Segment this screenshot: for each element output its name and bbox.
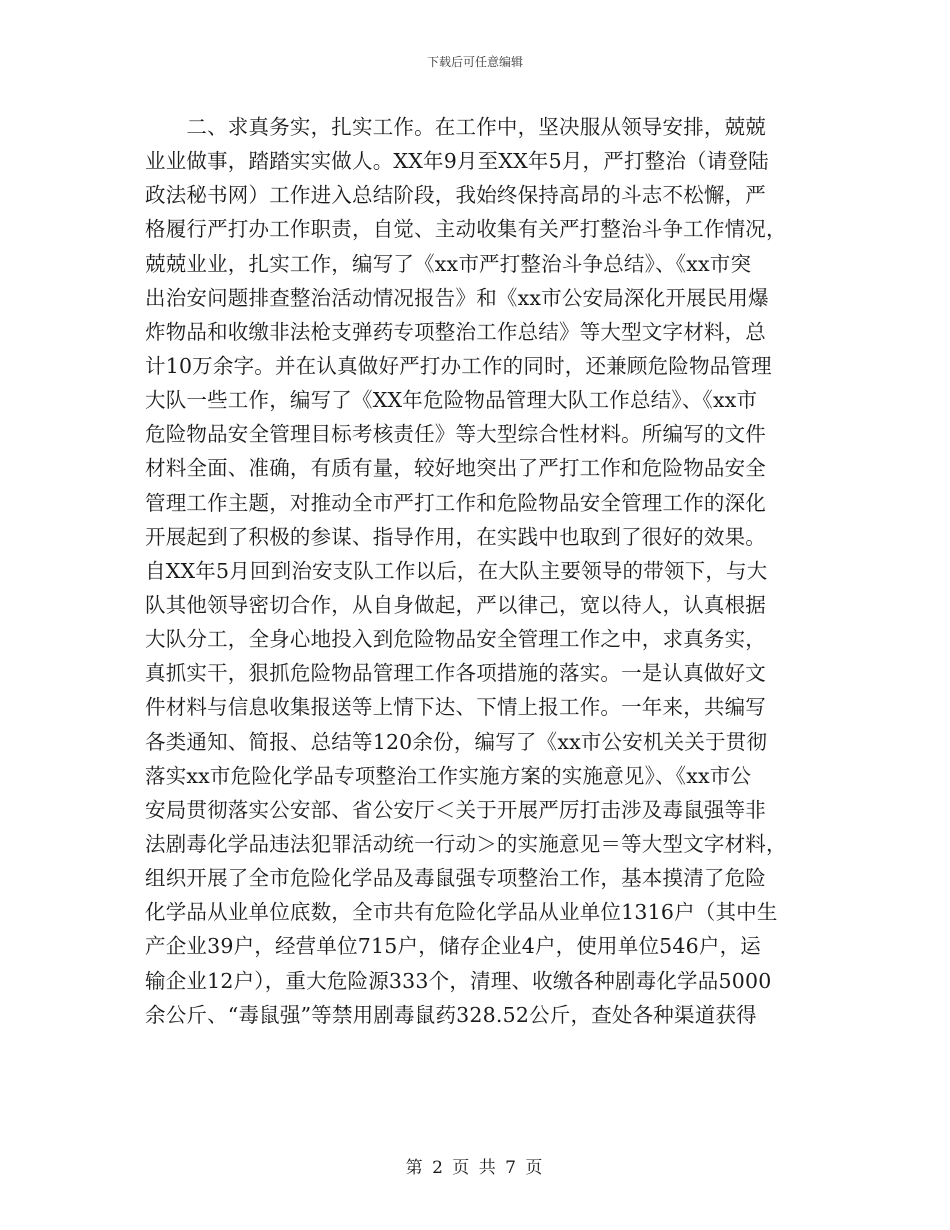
body-line: 材料全面、准确，有质有量，较好地突出了严打工作和危险物品安全 — [145, 456, 766, 481]
body-line: 二、求真务实，扎实工作。在工作中，坚决服从领导安排，兢兢 — [145, 115, 766, 139]
body-line: 产企业39户，经营单位715户，储存企业4户，使用单位546户，运 — [145, 934, 761, 959]
body-line: 格履行严打办工作职责，自觉、主动收集有关严打整治斗争工作情况， — [145, 217, 787, 242]
body-line: 计10万余字。并在认真做好严打办工作的同时，还兼顾危险物品管理 — [145, 353, 772, 378]
body-line: 组织开展了全市危险化学品及毒鼠强专项整治工作，基本摸清了危险 — [145, 866, 766, 891]
body-line: 出治安问题排查整治活动情况报告》和《xx市公安局深化开展民用爆 — [145, 285, 769, 310]
body-line: 政法秘书网）工作进入总结阶段，我始终保持高昂的斗志不松懈，严 — [145, 183, 766, 208]
body-line: 危险物品安全管理目标考核责任》等大型综合性材料。所编写的文件 — [145, 422, 766, 447]
body-line: 真抓实干，狠抓危险物品管理工作各项措施的落实。一是认真做好文 — [145, 661, 766, 686]
body-line: 大队一些工作，编写了《XX年危险物品管理大队工作总结》、《xx市 — [145, 388, 758, 413]
body-line: 炸物品和收缴非法枪支弹药专项整治工作总结》等大型文字材料，总 — [145, 319, 766, 344]
page-header: 下载后可任意编辑 — [426, 55, 523, 69]
body-line: 队其他领导密切合作，从自身做起，严以律己，宽以待人，认真根据 — [145, 592, 766, 617]
body-line: 余公斤、“毒鼠强”等禁用剧毒鼠药328.52公斤，查处各种渠道获得 — [145, 1002, 757, 1027]
body-line: 开展起到了积极的参谋、指导作用，在实践中也取到了很好的效果。 — [145, 524, 766, 549]
document-body — [145, 110, 805, 1032]
body-line: 业业做事，踏踏实实做人。XX年9月至XX年5月，严打整治（请登陆 — [145, 149, 769, 174]
body-line: 兢兢业业，扎实工作，编写了《xx市严打整治斗争总结》、《xx市突 — [145, 251, 752, 276]
body-line: 各类通知、简报、总结等120余份，编写了《xx市公安机关关于贯彻 — [145, 729, 768, 754]
body-line: 化学品从业单位底数，全市共有危险化学品从业单位1316户（其中生 — [145, 900, 778, 925]
body-line: 输企业12户），重大危险源333个，清理、收缴各种剧毒化学品5000 — [145, 968, 772, 993]
body-line: 件材料与信息收集报送等上情下达、下情上报工作。一年来，共编写 — [145, 695, 766, 720]
body-line: 安局贯彻落实公安部、省公安厅＜关于开展严厉打击涉及毒鼠强等非 — [145, 797, 766, 822]
page-number-footer: 第 2 页 共 7 页 — [405, 1158, 545, 1178]
body-line: 落实xx市危险化学品专项整治工作实施方案的实施意见》、《xx市公 — [145, 763, 752, 788]
body-line: 自XX年5月回到治安支队工作以后，在大队主要领导的带领下，与大 — [145, 558, 768, 583]
body-line: 管理工作主题，对推动全市严打工作和危险物品安全管理工作的深化 — [145, 490, 766, 515]
body-line: 大队分工，全身心地投入到危险物品安全管理工作之中，求真务实， — [145, 627, 766, 652]
body-line: 法剧毒化学品违法犯罪活动统一行动＞的实施意见＝等大型文字材料， — [145, 831, 787, 856]
